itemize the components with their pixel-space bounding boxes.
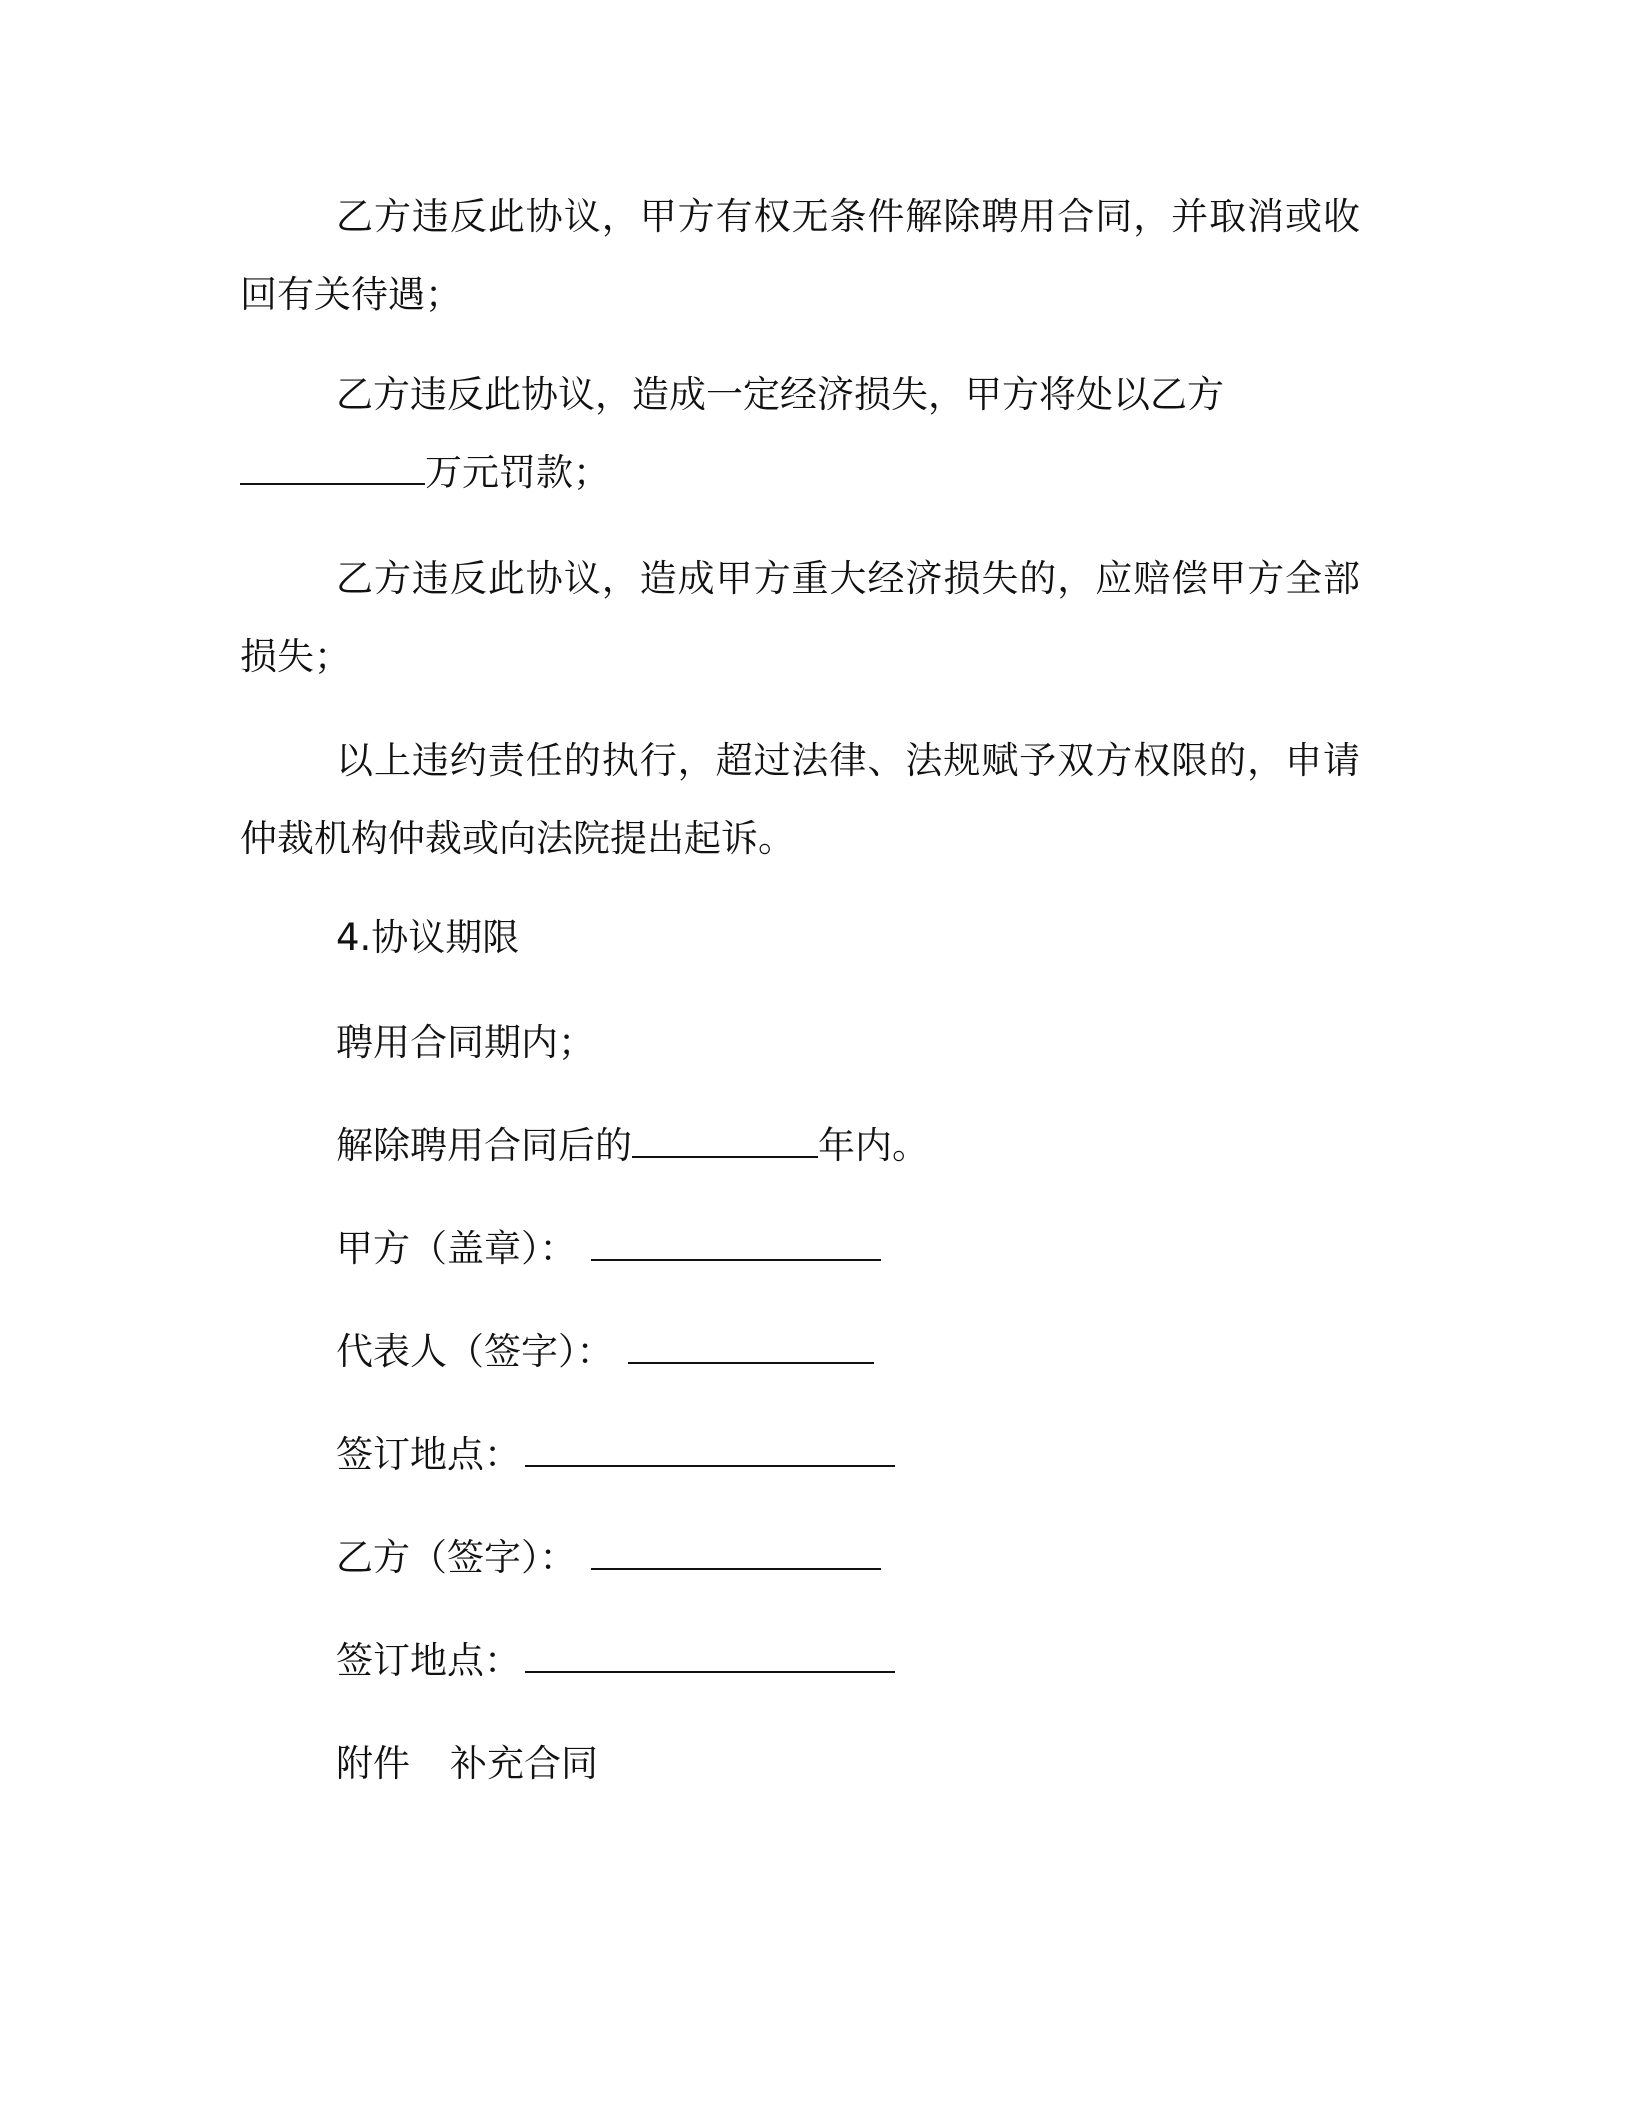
term-item-prefix: 解除聘用合同后的 xyxy=(336,1124,632,1167)
fine-clause-line-2 xyxy=(240,448,610,498)
attachment-title: 补充合同 xyxy=(450,1742,598,1785)
term-item-after-termination xyxy=(336,1121,929,1171)
section-heading-term: 4.协议期限 xyxy=(336,916,520,959)
fine-amount-blank[interactable] xyxy=(240,449,425,485)
term-years-blank[interactable] xyxy=(632,1122,818,1158)
signature-party-b xyxy=(336,1533,881,1583)
party-a-label: 甲方（盖章）： xyxy=(336,1227,577,1270)
breach-clause-compensation: 乙方违反此协议，造成甲方重大经济损失的，应赔偿甲方全部损失； xyxy=(240,557,1360,678)
term-item-suffix: 年内。 xyxy=(818,1124,929,1167)
breach-clause-termination: 乙方违反此协议，甲方有权无条件解除聘用合同，并取消或收回有关待遇； xyxy=(240,195,1360,316)
representative-label: 代表人（签字）： xyxy=(336,1330,614,1373)
signature-representative xyxy=(336,1327,874,1377)
term-item-contract-period: 聘用合同期内； xyxy=(336,1021,595,1064)
representative-signature-blank[interactable] xyxy=(628,1328,874,1364)
fine-clause-suffix: 万元罚款； xyxy=(425,451,610,494)
fine-clause-line-1: 乙方违反此协议，造成一定经济损失，甲方将处以乙方 xyxy=(336,373,1224,416)
party-b-signature-blank[interactable] xyxy=(591,1534,881,1570)
signing-place-1-blank[interactable] xyxy=(525,1431,895,1467)
party-a-seal-blank[interactable] xyxy=(591,1225,881,1261)
signing-place-1 xyxy=(336,1430,895,1480)
attachment-label: 附件 xyxy=(336,1742,410,1785)
signing-place-2-label: 签订地点： xyxy=(336,1639,521,1682)
signing-place-2 xyxy=(336,1636,895,1686)
signature-party-a xyxy=(336,1224,881,1274)
breach-clause-arbitration: 以上违约责任的执行，超过法律、法规赋予双方权限的，申请仲裁机构仲裁或向法院提出起诉。 xyxy=(240,739,1360,860)
signing-place-1-label: 签订地点： xyxy=(336,1433,521,1476)
attachment-line xyxy=(336,1739,598,1789)
party-b-label: 乙方（签字）： xyxy=(336,1536,577,1579)
signing-place-2-blank[interactable] xyxy=(525,1637,895,1673)
